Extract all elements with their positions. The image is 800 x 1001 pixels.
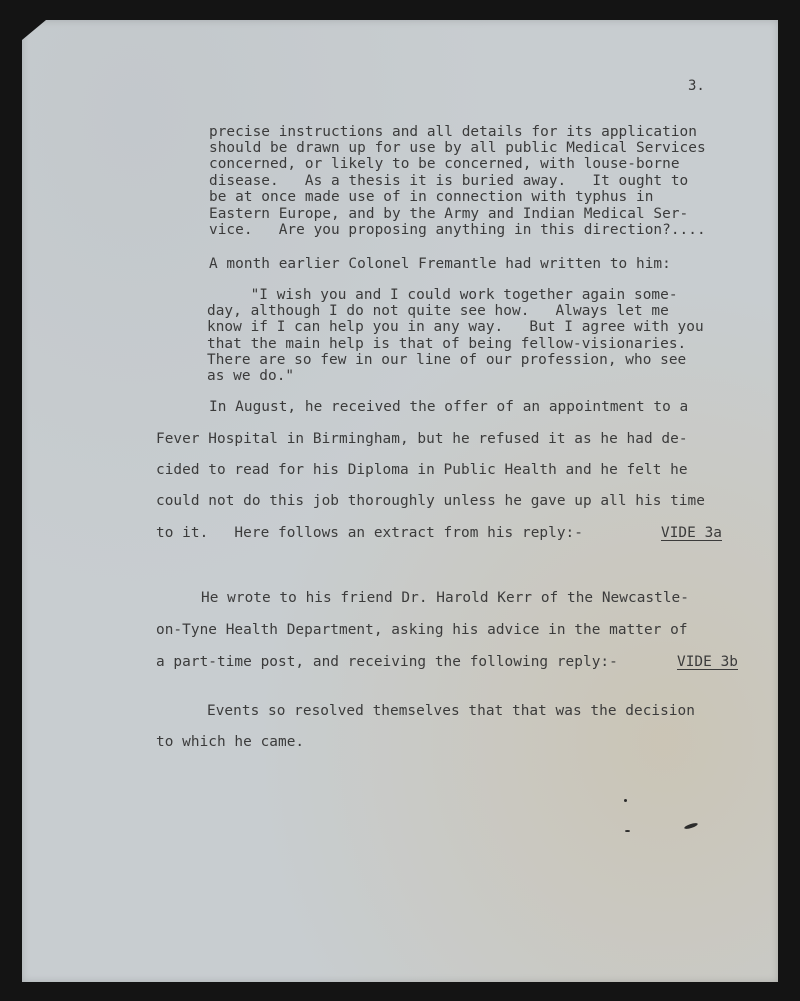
text-line: on-Tyne Health Department, asking his advice in the matter of [156,622,688,638]
paper-speck [625,830,630,832]
vide-3b-reference: VIDE 3b [677,654,738,670]
quote-line: know if I can help you in any way. But I agree with you [207,319,704,335]
quote-line: that the main help is that of being fellow-visionaries. [207,336,687,352]
quote-line: as we do." [207,368,295,384]
quote-line: day, although I do not quite see how. Always let me [207,303,669,319]
text-line: In August, he received the offer of an appointment to a [209,399,689,415]
text-line: to it. Here follows an extract from his reply:- [156,525,583,541]
text-line: concerned, or likely to be concerned, with louse-borne [209,156,680,172]
text-line: He wrote to his friend Dr. Harold Kerr of the Newcastle- [201,590,689,606]
page-number: 3. [688,78,705,94]
text-line: disease. As a thesis it is buried away. It ought to [209,173,689,189]
text-line: Fever Hospital in Birmingham, but he refused it as he had de- [156,431,688,447]
paper-speck [624,799,627,802]
text-line: could not do this job thoroughly unless he gave up all his time [156,493,705,509]
text-line: vice. Are you proposing anything in this direction?.... [209,222,706,238]
text-line: precise instructions and all details for its application [209,124,697,140]
text-line: to which he came. [156,734,305,750]
quote-line: "I wish you and I could work together again some- [207,287,678,303]
text-line: Eastern Europe, and by the Army and Indian Medical Ser- [209,206,689,222]
text-line: A month earlier Colonel Fremantle had written to him: [209,256,671,272]
text-line: should be drawn up for use by all public Medical Services [209,140,706,156]
vide-3a-reference: VIDE 3a [661,525,722,541]
torn-corner [22,20,46,40]
text-line: cided to read for his Diploma in Public Health and he felt he [156,462,688,478]
text-line: Events so resolved themselves that that was the decision [207,703,695,719]
text-line: a part-time post, and receiving the following reply:- [156,654,618,670]
text-line: be at once made use of in connection with typhus in [209,189,654,205]
quote-line: There are so few in our line of our profession, who see [207,352,687,368]
